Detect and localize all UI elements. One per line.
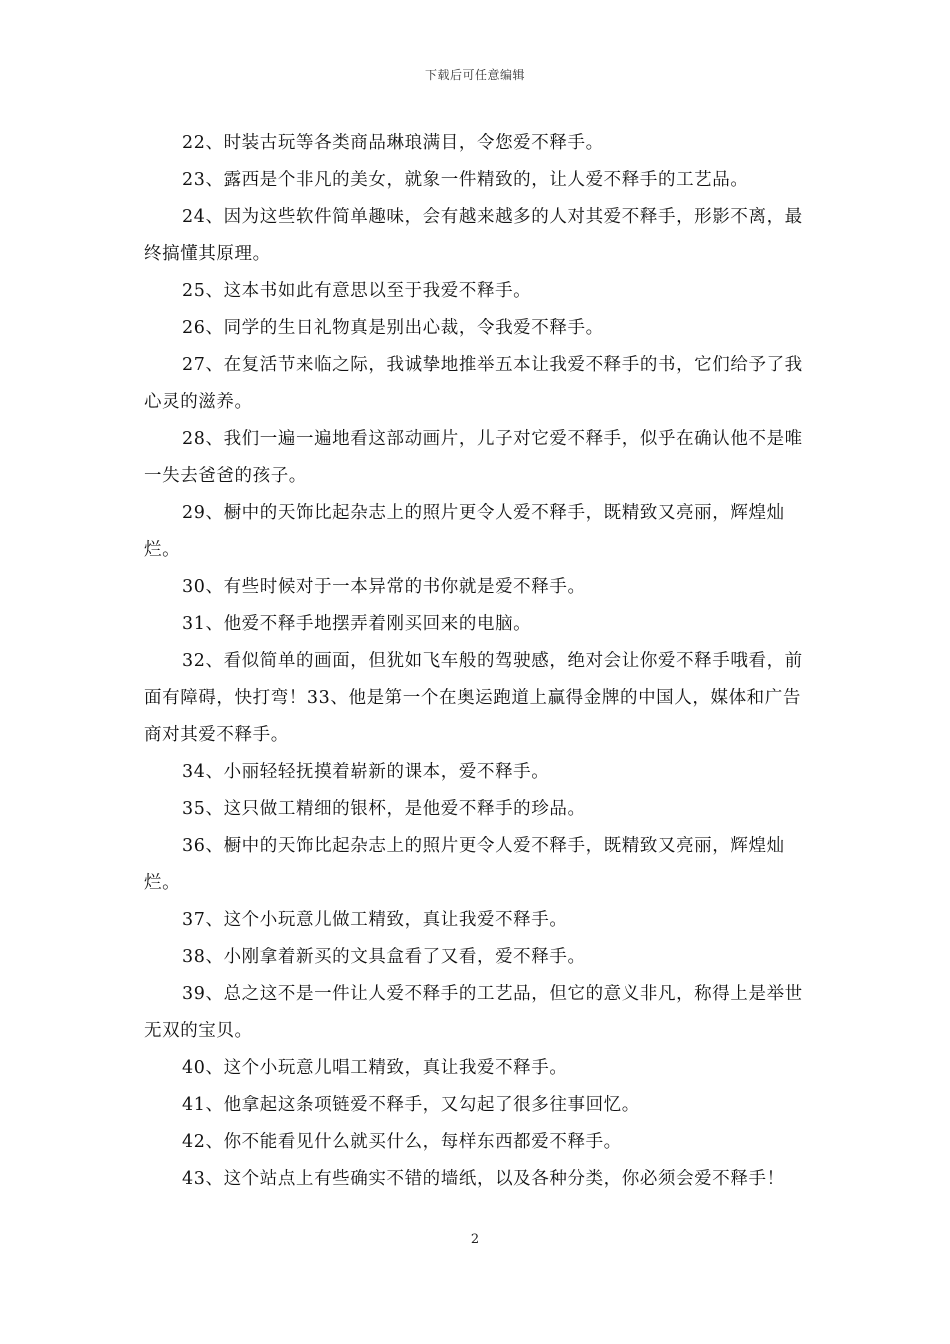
document-body bbox=[144, 125, 812, 1198]
paragraph: 38、小刚拿着新买的文具盒看了又看，爱不释手。 bbox=[182, 947, 586, 967]
paragraph: 26、同学的生日礼物真是别出心裁，令我爱不释手。 bbox=[182, 318, 604, 338]
paragraph: 37、这个小玩意儿做工精致，真让我爱不释手。 bbox=[182, 910, 568, 930]
paragraph: 22、时装古玩等各类商品琳琅满目，令您爱不释手。 bbox=[182, 133, 604, 153]
paragraph: 31、他爱不释手地摆弄着刚买回来的电脑。 bbox=[182, 614, 532, 634]
paragraph: 39、总之这不是一件让人爱不释手的工艺品，但它的意义非凡，称得上是举世无双的宝贝。 bbox=[144, 984, 803, 1041]
paragraph: 36、橱中的天饰比起杂志上的照片更令人爱不释手，既精致又亮丽，辉煌灿烂。 bbox=[144, 836, 785, 893]
paragraph: 23、露西是个非凡的美女，就象一件精致的，让人爱不释手的工艺品。 bbox=[182, 170, 749, 190]
paragraph: 25、这本书如此有意思以至于我爱不释手。 bbox=[182, 281, 532, 301]
paragraph: 42、你不能看见什么就买什么，每样东西都爱不释手。 bbox=[182, 1132, 622, 1152]
paragraph: 41、他拿起这条项链爱不释手，又勾起了很多往事回忆。 bbox=[182, 1095, 640, 1115]
paragraph: 24、因为这些软件简单趣味，会有越来越多的人对其爱不释手，形影不离，最终搞懂其原理。 bbox=[144, 207, 803, 264]
paragraph: 43、这个站点上有些确实不错的墙纸，以及各种分类，你必须会爱不释手！ bbox=[182, 1169, 785, 1189]
paragraph: 40、这个小玩意儿唱工精致，真让我爱不释手。 bbox=[182, 1058, 568, 1078]
paragraph: 28、我们一遍一遍地看这部动画片，儿子对它爱不释手，似乎在确认他不是唯一失去爸爸的孩子。 bbox=[144, 429, 803, 486]
paragraph: 27、在复活节来临之际，我诚挚地推举五本让我爱不释手的书，它们给予了我心灵的滋养。 bbox=[144, 355, 803, 412]
paragraph: 30、有些时候对于一本异常的书你就是爱不释手。 bbox=[182, 577, 586, 597]
paragraph: 29、橱中的天饰比起杂志上的照片更令人爱不释手，既精致又亮丽，辉煌灿烂。 bbox=[144, 503, 785, 560]
page-header: 下载后可任意编辑 bbox=[424, 68, 525, 82]
paragraph: 35、这只做工精细的银杯，是他爱不释手的珍品。 bbox=[182, 799, 586, 819]
paragraph: 34、小丽轻轻抚摸着崭新的课本，爱不释手。 bbox=[182, 762, 550, 782]
paragraph: 32、看似简单的画面，但犹如飞车般的驾驶感，绝对会让你爱不释手哦看，前面有障碍，快打弯！33、他是第一个在奥运跑道上赢得金牌的中国人，媒体和广告商对其爱不释手。 bbox=[144, 651, 803, 745]
page-number: 2 bbox=[470, 1232, 480, 1247]
